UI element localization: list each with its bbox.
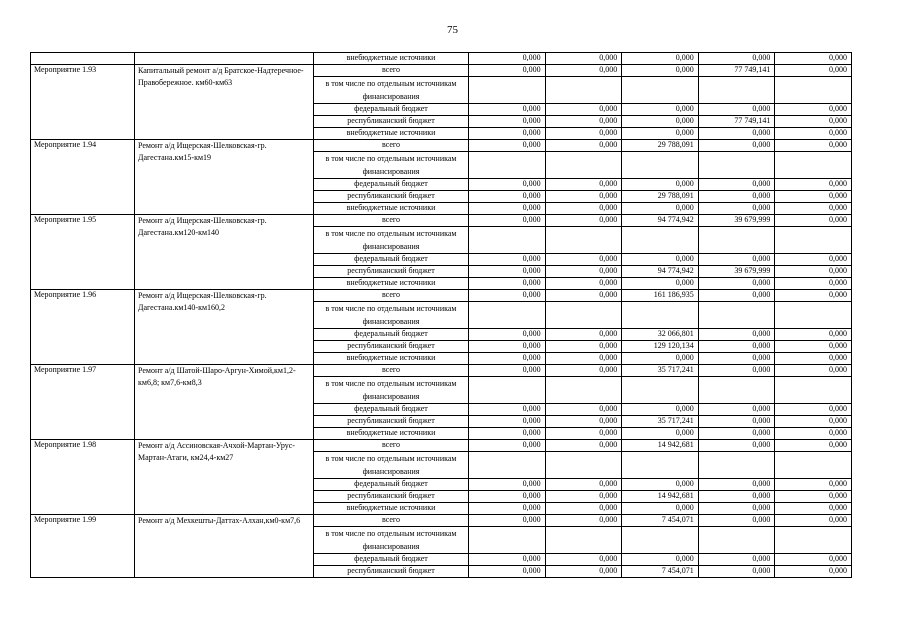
amount-cell: 0,000 xyxy=(622,104,699,116)
amount-cell: 0,000 xyxy=(775,503,852,515)
amount-cell: 0,000 xyxy=(545,404,622,416)
amount-cell: 35 717,241 xyxy=(622,365,699,377)
amount-cell: 0,000 xyxy=(469,266,546,278)
funding-source-cell: внебюджетные источники xyxy=(314,353,469,365)
funding-source-cell: в том числе по отдельным источникам финансирования xyxy=(314,152,469,179)
amount-cell: 0,000 xyxy=(469,479,546,491)
funding-source-cell: федеральный бюджет xyxy=(314,329,469,341)
funding-source-cell: федеральный бюджет xyxy=(314,254,469,266)
amount-cell: 0,000 xyxy=(545,215,622,227)
amount-cell: 0,000 xyxy=(469,329,546,341)
amount-cell xyxy=(545,77,622,104)
funding-source-cell: всего xyxy=(314,365,469,377)
amount-cell: 29 788,091 xyxy=(622,140,699,152)
amount-cell: 0,000 xyxy=(545,416,622,428)
amount-cell: 0,000 xyxy=(698,104,775,116)
amount-cell: 0,000 xyxy=(469,203,546,215)
amount-cell: 0,000 xyxy=(775,215,852,227)
amount-cell: 0,000 xyxy=(545,515,622,527)
funding-source-cell: федеральный бюджет xyxy=(314,404,469,416)
amount-cell: 129 120,134 xyxy=(622,341,699,353)
funding-source-cell: в том числе по отдельным источникам финансирования xyxy=(314,77,469,104)
event-name-cell: Ремонт а/д Мехкешты-Даттах-Алхан,км0-км7,6 xyxy=(135,515,314,578)
amount-cell: 0,000 xyxy=(775,491,852,503)
amount-cell: 0,000 xyxy=(622,254,699,266)
funding-table-body xyxy=(31,53,852,578)
funding-source-cell: внебюджетные источники xyxy=(314,128,469,140)
amount-cell: 0,000 xyxy=(469,554,546,566)
amount-cell: 0,000 xyxy=(469,515,546,527)
amount-cell xyxy=(545,527,622,554)
funding-source-cell: республиканский бюджет xyxy=(314,416,469,428)
amount-cell xyxy=(698,302,775,329)
amount-cell: 0,000 xyxy=(698,428,775,440)
amount-cell: 0,000 xyxy=(698,353,775,365)
amount-cell: 0,000 xyxy=(775,365,852,377)
amount-cell xyxy=(698,527,775,554)
amount-cell: 0,000 xyxy=(698,341,775,353)
amount-cell: 35 717,241 xyxy=(622,416,699,428)
amount-cell: 0,000 xyxy=(545,290,622,302)
funding-source-cell: внебюджетные источники xyxy=(314,503,469,515)
amount-cell: 0,000 xyxy=(469,215,546,227)
funding-source-cell: всего xyxy=(314,140,469,152)
amount-cell: 0,000 xyxy=(469,278,546,290)
amount-cell xyxy=(469,77,546,104)
amount-cell: 0,000 xyxy=(698,491,775,503)
amount-cell: 0,000 xyxy=(622,203,699,215)
funding-source-cell: в том числе по отдельным источникам финансирования xyxy=(314,452,469,479)
amount-cell: 0,000 xyxy=(698,404,775,416)
amount-cell: 0,000 xyxy=(545,554,622,566)
amount-cell: 0,000 xyxy=(545,566,622,578)
amount-cell: 0,000 xyxy=(775,353,852,365)
amount-cell: 0,000 xyxy=(469,404,546,416)
amount-cell: 0,000 xyxy=(545,179,622,191)
amount-cell: 0,000 xyxy=(698,566,775,578)
funding-source-cell: федеральный бюджет xyxy=(314,554,469,566)
amount-cell: 0,000 xyxy=(545,116,622,128)
amount-cell: 94 774,942 xyxy=(622,266,699,278)
table-row xyxy=(31,215,852,227)
event-name-cell: Ремонт а/д Шатой-Шаро-Аргун-Химой,км1,2-км6,8; км7,6-км8,3 xyxy=(135,365,314,440)
amount-cell: 0,000 xyxy=(698,479,775,491)
funding-source-cell: внебюджетные источники xyxy=(314,278,469,290)
amount-cell: 0,000 xyxy=(469,116,546,128)
event-number-cell: Мероприятие 1.95 xyxy=(31,215,135,290)
amount-cell: 0,000 xyxy=(545,191,622,203)
event-number-cell: Мероприятие 1.96 xyxy=(31,290,135,365)
amount-cell: 0,000 xyxy=(775,179,852,191)
amount-cell: 0,000 xyxy=(469,491,546,503)
amount-cell: 77 749,141 xyxy=(698,65,775,77)
funding-source-cell: республиканский бюджет xyxy=(314,116,469,128)
event-name-cell: Ремонт а/д Ищерская-Шелковская-гр. Дагестана.км120-км140 xyxy=(135,215,314,290)
amount-cell: 0,000 xyxy=(545,104,622,116)
amount-cell xyxy=(775,77,852,104)
amount-cell: 0,000 xyxy=(622,503,699,515)
amount-cell: 0,000 xyxy=(545,65,622,77)
amount-cell: 0,000 xyxy=(775,329,852,341)
page-number: 75 xyxy=(447,24,458,36)
amount-cell: 0,000 xyxy=(698,140,775,152)
amount-cell: 39 679,999 xyxy=(698,215,775,227)
amount-cell xyxy=(775,452,852,479)
event-name-cell: Ремонт а/д Ищерская-Шелковская-гр. Дагестана.км140-км160,2 xyxy=(135,290,314,365)
amount-cell: 0,000 xyxy=(469,341,546,353)
funding-source-cell: всего xyxy=(314,215,469,227)
amount-cell: 7 454,071 xyxy=(622,566,699,578)
amount-cell: 0,000 xyxy=(545,491,622,503)
amount-cell: 0,000 xyxy=(698,254,775,266)
amount-cell: 0,000 xyxy=(469,428,546,440)
amount-cell xyxy=(469,152,546,179)
amount-cell: 0,000 xyxy=(775,416,852,428)
amount-cell xyxy=(775,302,852,329)
amount-cell: 7 454,071 xyxy=(622,515,699,527)
event-number-cell: Мероприятие 1.97 xyxy=(31,365,135,440)
amount-cell: 0,000 xyxy=(698,503,775,515)
funding-source-cell: федеральный бюджет xyxy=(314,179,469,191)
amount-cell xyxy=(698,377,775,404)
amount-cell: 0,000 xyxy=(469,53,546,65)
amount-cell: 14 942,681 xyxy=(622,491,699,503)
funding-source-cell: федеральный бюджет xyxy=(314,479,469,491)
amount-cell: 0,000 xyxy=(622,428,699,440)
amount-cell: 0,000 xyxy=(469,128,546,140)
amount-cell: 0,000 xyxy=(775,65,852,77)
amount-cell xyxy=(469,302,546,329)
amount-cell: 0,000 xyxy=(622,404,699,416)
amount-cell xyxy=(775,152,852,179)
funding-source-cell: республиканский бюджет xyxy=(314,341,469,353)
amount-cell: 0,000 xyxy=(545,365,622,377)
amount-cell: 0,000 xyxy=(469,416,546,428)
amount-cell: 0,000 xyxy=(545,479,622,491)
amount-cell xyxy=(469,377,546,404)
event-number-cell: Мероприятие 1.93 xyxy=(31,65,135,140)
funding-source-cell: в том числе по отдельным источникам финансирования xyxy=(314,302,469,329)
amount-cell: 0,000 xyxy=(545,203,622,215)
amount-cell: 0,000 xyxy=(775,140,852,152)
table-row xyxy=(31,515,852,527)
funding-source-cell: в том числе по отдельным источникам финансирования xyxy=(314,377,469,404)
amount-cell: 0,000 xyxy=(545,278,622,290)
table-row xyxy=(31,290,852,302)
amount-cell xyxy=(545,377,622,404)
amount-cell: 94 774,942 xyxy=(622,215,699,227)
amount-cell xyxy=(775,227,852,254)
amount-cell xyxy=(775,527,852,554)
amount-cell: 0,000 xyxy=(775,191,852,203)
amount-cell xyxy=(469,527,546,554)
amount-cell xyxy=(698,152,775,179)
amount-cell xyxy=(622,377,699,404)
amount-cell: 0,000 xyxy=(775,203,852,215)
amount-cell xyxy=(622,302,699,329)
amount-cell: 0,000 xyxy=(622,53,699,65)
event-name-cell: Ремонт а/д Ассиновская-Ачхой-Мартан-Урус-Мартан-Атаги, км24,4-км27 xyxy=(135,440,314,515)
amount-cell: 0,000 xyxy=(698,278,775,290)
amount-cell: 0,000 xyxy=(775,554,852,566)
amount-cell: 0,000 xyxy=(469,440,546,452)
amount-cell: 29 788,091 xyxy=(622,191,699,203)
amount-cell: 0,000 xyxy=(775,104,852,116)
amount-cell: 0,000 xyxy=(622,353,699,365)
amount-cell: 0,000 xyxy=(622,479,699,491)
amount-cell: 0,000 xyxy=(545,266,622,278)
event-number-cell: Мероприятие 1.98 xyxy=(31,440,135,515)
table-row xyxy=(31,440,852,452)
event-name-cell xyxy=(135,53,314,65)
amount-cell: 0,000 xyxy=(775,116,852,128)
amount-cell: 0,000 xyxy=(469,191,546,203)
amount-cell: 0,000 xyxy=(545,353,622,365)
funding-source-cell: всего xyxy=(314,515,469,527)
amount-cell xyxy=(469,452,546,479)
amount-cell: 0,000 xyxy=(469,254,546,266)
amount-cell xyxy=(622,152,699,179)
amount-cell xyxy=(622,452,699,479)
funding-source-cell: республиканский бюджет xyxy=(314,491,469,503)
amount-cell: 32 066,801 xyxy=(622,329,699,341)
amount-cell xyxy=(698,227,775,254)
table-row xyxy=(31,140,852,152)
amount-cell: 0,000 xyxy=(469,353,546,365)
amount-cell: 0,000 xyxy=(622,278,699,290)
amount-cell: 0,000 xyxy=(698,191,775,203)
event-name-cell: Капитальный ремонт а/д Братское-Надтеречное-Правобережное. км60-км63 xyxy=(135,65,314,140)
amount-cell: 0,000 xyxy=(622,65,699,77)
amount-cell: 0,000 xyxy=(622,128,699,140)
amount-cell: 77 749,141 xyxy=(698,116,775,128)
amount-cell xyxy=(698,452,775,479)
amount-cell xyxy=(469,227,546,254)
funding-source-cell: республиканский бюджет xyxy=(314,266,469,278)
table-row xyxy=(31,365,852,377)
funding-source-cell: всего xyxy=(314,440,469,452)
amount-cell: 0,000 xyxy=(698,416,775,428)
amount-cell: 0,000 xyxy=(698,179,775,191)
amount-cell: 0,000 xyxy=(775,566,852,578)
amount-cell: 0,000 xyxy=(545,140,622,152)
amount-cell: 0,000 xyxy=(469,179,546,191)
amount-cell: 0,000 xyxy=(545,440,622,452)
amount-cell: 0,000 xyxy=(469,140,546,152)
event-cell xyxy=(31,53,135,65)
amount-cell: 0,000 xyxy=(775,53,852,65)
amount-cell xyxy=(545,227,622,254)
amount-cell xyxy=(622,227,699,254)
funding-source-cell: внебюджетные источники xyxy=(314,203,469,215)
amount-cell: 0,000 xyxy=(469,365,546,377)
amount-cell xyxy=(622,77,699,104)
amount-cell: 0,000 xyxy=(469,503,546,515)
amount-cell: 0,000 xyxy=(469,104,546,116)
funding-source-cell: внебюджетные источники xyxy=(314,53,469,65)
funding-source-cell: всего xyxy=(314,290,469,302)
amount-cell: 0,000 xyxy=(698,53,775,65)
funding-table xyxy=(30,52,852,578)
amount-cell: 0,000 xyxy=(698,329,775,341)
amount-cell: 0,000 xyxy=(775,428,852,440)
amount-cell: 0,000 xyxy=(775,341,852,353)
amount-cell: 0,000 xyxy=(698,290,775,302)
amount-cell: 0,000 xyxy=(469,65,546,77)
table-row xyxy=(31,65,852,77)
event-number-cell: Мероприятие 1.94 xyxy=(31,140,135,215)
amount-cell xyxy=(622,527,699,554)
amount-cell: 0,000 xyxy=(698,515,775,527)
funding-source-cell: республиканский бюджет xyxy=(314,566,469,578)
event-number-cell: Мероприятие 1.99 xyxy=(31,515,135,578)
funding-source-cell: в том числе по отдельным источникам финансирования xyxy=(314,227,469,254)
amount-cell: 14 942,681 xyxy=(622,440,699,452)
amount-cell: 0,000 xyxy=(622,554,699,566)
amount-cell: 0,000 xyxy=(775,479,852,491)
funding-source-cell: федеральный бюджет xyxy=(314,104,469,116)
amount-cell: 0,000 xyxy=(545,329,622,341)
amount-cell: 0,000 xyxy=(775,254,852,266)
table-row xyxy=(31,53,852,65)
amount-cell: 161 186,935 xyxy=(622,290,699,302)
amount-cell: 0,000 xyxy=(545,341,622,353)
amount-cell: 0,000 xyxy=(775,515,852,527)
amount-cell: 0,000 xyxy=(698,365,775,377)
amount-cell: 0,000 xyxy=(775,128,852,140)
amount-cell: 0,000 xyxy=(775,440,852,452)
funding-source-cell: внебюджетные источники xyxy=(314,428,469,440)
amount-cell: 0,000 xyxy=(545,53,622,65)
amount-cell: 0,000 xyxy=(775,266,852,278)
amount-cell: 0,000 xyxy=(622,116,699,128)
amount-cell: 0,000 xyxy=(622,179,699,191)
amount-cell: 0,000 xyxy=(469,566,546,578)
amount-cell: 0,000 xyxy=(545,254,622,266)
event-name-cell: Ремонт а/д Ищерская-Шелковская-гр. Дагестана.км15-км19 xyxy=(135,140,314,215)
amount-cell xyxy=(775,377,852,404)
amount-cell: 0,000 xyxy=(469,290,546,302)
amount-cell: 0,000 xyxy=(698,203,775,215)
amount-cell: 0,000 xyxy=(775,290,852,302)
amount-cell xyxy=(698,77,775,104)
funding-source-cell: республиканский бюджет xyxy=(314,191,469,203)
funding-source-cell: в том числе по отдельным источникам финансирования xyxy=(314,527,469,554)
amount-cell xyxy=(545,302,622,329)
amount-cell: 0,000 xyxy=(545,428,622,440)
amount-cell xyxy=(545,152,622,179)
amount-cell: 39 679,999 xyxy=(698,266,775,278)
funding-source-cell: всего xyxy=(314,65,469,77)
amount-cell xyxy=(545,452,622,479)
amount-cell: 0,000 xyxy=(775,278,852,290)
amount-cell: 0,000 xyxy=(698,128,775,140)
amount-cell: 0,000 xyxy=(545,503,622,515)
amount-cell: 0,000 xyxy=(698,440,775,452)
amount-cell: 0,000 xyxy=(545,128,622,140)
amount-cell: 0,000 xyxy=(698,554,775,566)
amount-cell: 0,000 xyxy=(775,404,852,416)
